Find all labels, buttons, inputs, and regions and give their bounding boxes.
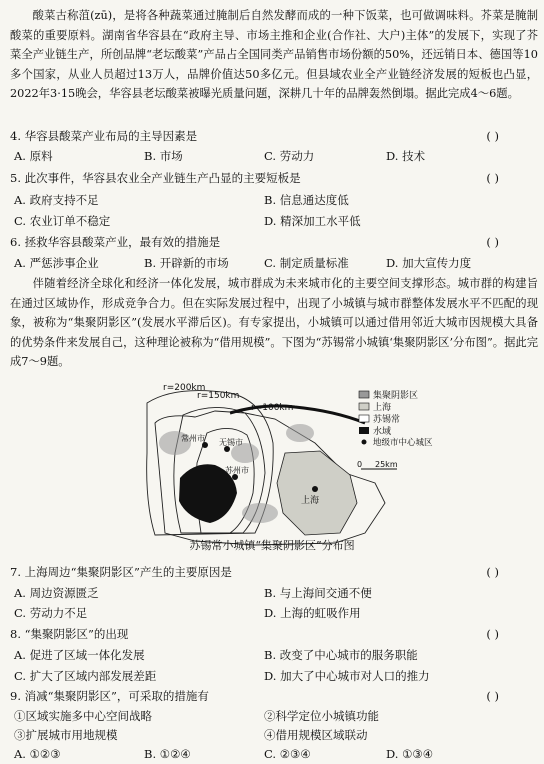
statement-4: ④借用规模区域联动 xyxy=(264,728,368,742)
option-c: C. 劳动力不足 xyxy=(14,606,88,620)
statement-2: ②科学定位小城镇功能 xyxy=(264,709,379,723)
option-a: A. 周边资源匮乏 xyxy=(14,586,99,600)
question-9-options xyxy=(14,744,534,764)
scale-zero: 0 xyxy=(357,460,363,469)
question-text: 9. 消减“集聚阴影区”，可采取的措施有 xyxy=(10,689,209,703)
answer-blank: ( ) xyxy=(486,235,499,249)
question-4-options xyxy=(14,146,534,166)
option-c: C. 农业订单不稳定 xyxy=(14,214,111,228)
legend-shadow: 集聚阴影区 xyxy=(373,391,419,401)
option-b: B. 信息通达度低 xyxy=(264,193,349,207)
option-d: D. 精深加工水平低 xyxy=(264,214,361,228)
statement-1: ①区域实施多中心空间战略 xyxy=(14,709,152,723)
option-a: A. 原料 xyxy=(14,149,53,163)
option-c: C. 劳动力 xyxy=(264,149,315,163)
answer-blank: ( ) xyxy=(486,565,499,579)
option-c: C. ②③④ xyxy=(264,747,311,761)
legend-sxc: 苏锡常 xyxy=(373,415,401,425)
city-label-wuxi: 无锡市 xyxy=(219,438,243,447)
option-c: C. 制定质量标准 xyxy=(264,256,349,270)
option-d: D. 技术 xyxy=(386,149,426,163)
option-b: B. 改变了中心城市的服务职能 xyxy=(264,648,418,662)
answer-blank: ( ) xyxy=(486,689,499,703)
city-center-shanghai xyxy=(312,486,318,492)
radius-label-100: r=100km xyxy=(251,403,294,413)
option-d: D. ①③④ xyxy=(386,747,434,761)
answer-blank: ( ) xyxy=(486,171,499,185)
question-text: 5. 此次事件，华容县农业全产业链生产凸显的主要短板是 xyxy=(10,171,301,185)
option-d: D. 加大宣传力度 xyxy=(386,256,472,270)
radius-label-200: r=200km xyxy=(163,383,206,393)
question-7-options-row2 xyxy=(14,603,534,623)
question-text: 4. 华容县酸菜产业布局的主导因素是 xyxy=(10,129,198,143)
shanghai-area xyxy=(277,451,357,535)
answer-blank: ( ) xyxy=(486,627,499,641)
map-caption: 苏锡常小城镇“集聚阴影区”分布图 xyxy=(189,539,355,552)
question-text: 7. 上海周边“集聚阴影区”产生的主要原因是 xyxy=(10,565,232,579)
city-label-changzhou: 常州市 xyxy=(181,434,205,443)
question-5-stem xyxy=(10,168,535,188)
question-9-items-row2 xyxy=(14,725,534,745)
option-d: D. 上海的虹吸作用 xyxy=(264,606,361,620)
passage-suancai: 酸菜古称菹(zū)，是将各种蔬菜通过腌制后自然发酵而成的一种下饭菜，也可做调味料。芥菜是腌制酸菜的重要原料。湖南省华容县在“政府主导、市场主推和企业(合作社、大户)主体”的发展下，实现了芥菜全产业链生产，所创品牌“老坛酸菜”产品占全国同类产品销售市场份额的50%，还远销日本、德国等10多个国家，从业人员超过13万人，品牌价值达50多亿元。但县域农业全产业链经济发展的短板也凸显，2022年3·15晚会，华容县老坛酸菜被曝光质量问题，深耕几十年的品牌轰然倒塌。据此完成4～6题。 xyxy=(10,9,538,101)
question-4-stem xyxy=(10,126,535,146)
radius-label-150: r=150km xyxy=(197,391,240,401)
question-6-stem xyxy=(10,232,535,252)
option-c: C. 扩大了区域内部发展差距 xyxy=(14,669,157,683)
question-text: 6. 拯救华容县酸菜产业，最有效的措施是 xyxy=(10,235,221,249)
option-b: B. 与上海间交通不便 xyxy=(264,586,372,600)
agglomeration-shadow-map xyxy=(135,383,433,553)
question-6-options xyxy=(14,253,534,273)
question-8-options-row2 xyxy=(14,666,534,686)
option-d: D. 加大了中心城市对人口的推力 xyxy=(264,669,430,683)
legend-shanghai: 上海 xyxy=(373,403,392,413)
map-legend xyxy=(357,389,433,469)
city-label-shanghai: 上海 xyxy=(301,496,320,506)
question-text: 8. “集聚阴影区”的出现 xyxy=(10,627,129,641)
option-a: A. 严惩涉事企业 xyxy=(14,256,99,270)
city-label-suzhou: 苏州市 xyxy=(225,466,249,475)
option-a: A. 促进了区域一体化发展 xyxy=(14,648,145,662)
option-b: B. 市场 xyxy=(144,149,183,163)
scale-distance: 25km xyxy=(375,460,398,469)
legend-water: 水域 xyxy=(373,427,392,437)
option-a: A. 政府支持不足 xyxy=(14,193,99,207)
passage-city-cluster: 伴随着经济全球化和经济一体化发展，城市群成为未来城市化的主要空间支撑形态。城市群的构建旨在通过区域协作，形成竞争合力。但在实际发展过程中，出现了小城镇与城市群整体发展水平不匹配的现象，被称为“集聚阴影区”(发展水平滞后区)。有专家提出，小城镇可以通过借用邻近大城市因规模大具备的优势条件来发展自己，这种理论被称为“借用规模”。下图为“苏锡常小城镇‘集聚阴影区’分布图”。据此完成7～9题。 xyxy=(10,277,538,369)
question-8-stem xyxy=(10,624,535,644)
answer-blank: ( ) xyxy=(486,129,499,143)
question-9-stem xyxy=(10,686,535,706)
question-5-options-row2 xyxy=(14,211,534,231)
question-5-options-row1 xyxy=(14,190,534,210)
statement-3: ③扩展城市用地规模 xyxy=(14,728,118,742)
option-b: B. ①②④ xyxy=(144,747,191,761)
question-7-options-row1 xyxy=(14,583,534,603)
question-9-items-row1 xyxy=(14,706,534,726)
legend-city-center: 地级市中心城区 xyxy=(373,438,433,448)
question-7-stem xyxy=(10,562,535,582)
option-a: A. ①②③ xyxy=(14,747,61,761)
question-8-options-row1 xyxy=(14,645,534,665)
option-b: B. 开辟新的市场 xyxy=(144,256,229,270)
